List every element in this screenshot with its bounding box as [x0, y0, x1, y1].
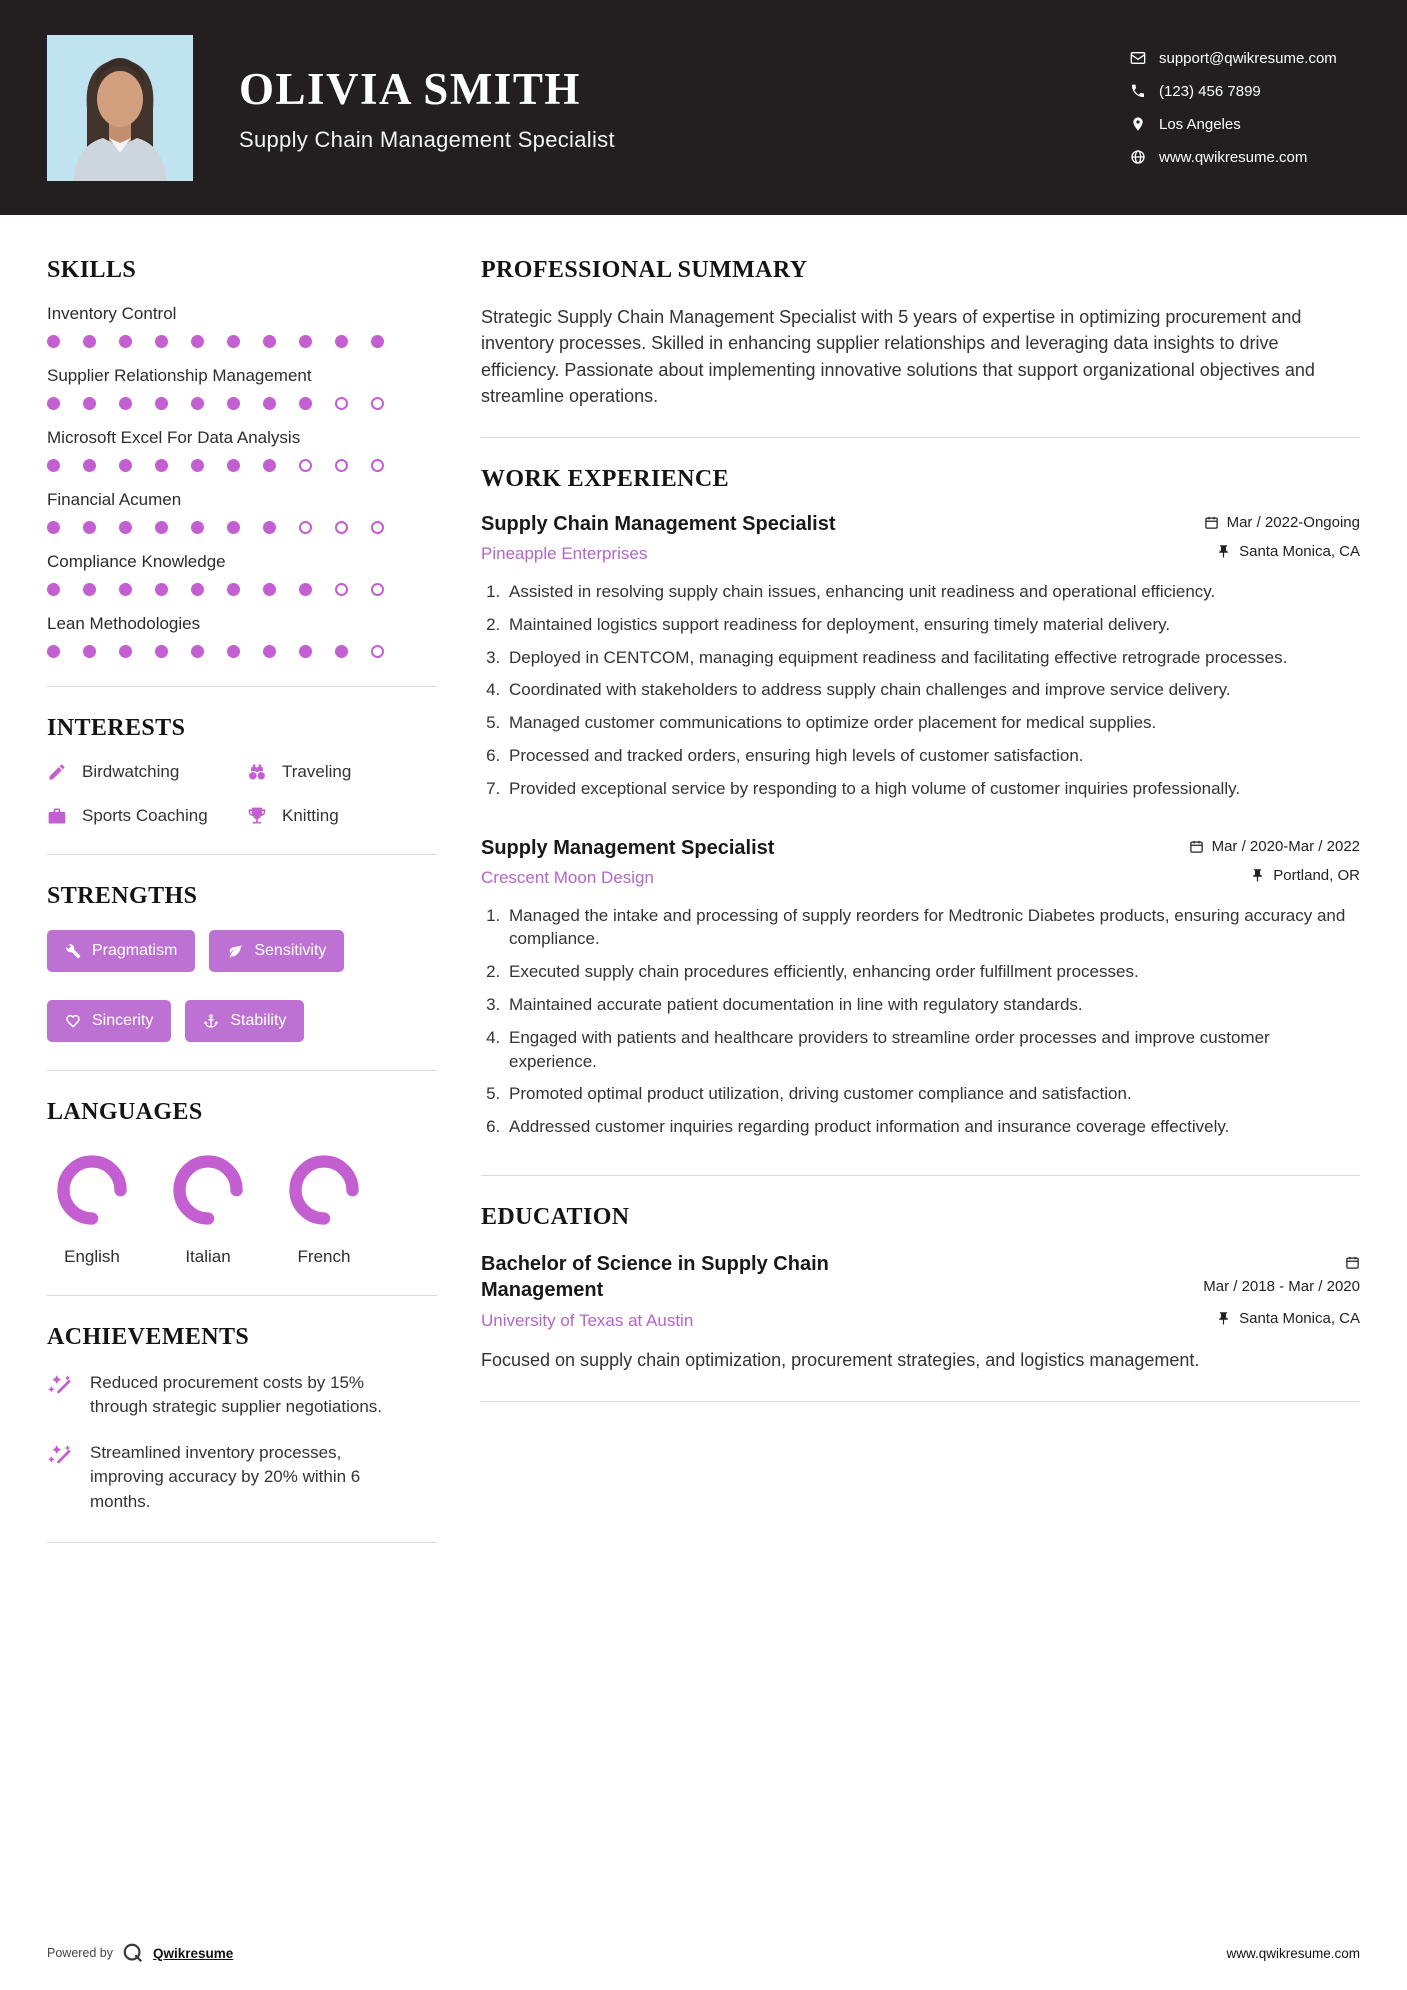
- strength-pills: [47, 930, 437, 1042]
- interests-section: [47, 715, 437, 826]
- skill-dot-filled: [83, 645, 96, 658]
- candidate-title: Supply Chain Management Specialist: [239, 126, 615, 152]
- job-bullet: 5. Managed customer communications to optimize order placement for medical supplies.: [505, 711, 1360, 735]
- footer: [47, 1942, 1360, 1964]
- job-location: [1216, 543, 1360, 560]
- skill-dot-filled: [155, 397, 168, 410]
- skill-dot-filled: [83, 583, 96, 596]
- skill-item: [47, 552, 437, 596]
- skill-dot-filled: [191, 583, 204, 596]
- job-bullets: [481, 580, 1360, 801]
- calendar-icon: [1345, 1255, 1360, 1270]
- skill-dot-filled: [155, 583, 168, 596]
- strengths-section: [47, 883, 437, 1042]
- contact-email-text: support@qwikresume.com: [1159, 49, 1337, 67]
- achievement-item: [47, 1371, 437, 1419]
- skill-item: [47, 428, 437, 472]
- footer-site-link[interactable]: www.qwikresume.com: [1226, 1945, 1360, 1961]
- skill-dot-filled: [83, 521, 96, 534]
- language-item: [47, 1152, 137, 1267]
- skill-dot-filled: [335, 335, 348, 348]
- job-bullet: 6. Processed and tracked orders, ensuring high levels of customer satisfaction.: [505, 744, 1360, 768]
- skill-dot-empty: [299, 459, 312, 472]
- language-gauge: [54, 1152, 130, 1228]
- skill-dot-filled: [299, 335, 312, 348]
- skill-dot-empty: [335, 521, 348, 534]
- contact-website-text: www.qwikresume.com: [1159, 148, 1308, 166]
- contact-list: [1130, 34, 1360, 182]
- skills-section: [47, 257, 437, 658]
- strengths-heading: STRENGTHS: [47, 883, 198, 909]
- skill-dot-filled: [227, 645, 240, 658]
- interest-label: Birdwatching: [82, 762, 180, 781]
- skill-dot-filled: [47, 583, 60, 596]
- skill-dot-filled: [263, 335, 276, 348]
- phone-icon: [1130, 83, 1146, 99]
- strength-label: Pragmatism: [92, 942, 178, 959]
- education-subhead: [481, 1303, 1360, 1331]
- job-bullet: 4. Engaged with patients and healthcare providers to streamline order processes and improve customer experience.: [505, 1026, 1360, 1074]
- trophy-icon: [247, 806, 267, 826]
- skill-dot-filled: [47, 645, 60, 658]
- job-bullet: 1. Managed the intake and processing of supply reorders for Medtronic Diabetes products, ensuring accuracy and compliance.: [505, 904, 1360, 952]
- divider: [47, 1070, 437, 1071]
- skill-dot-empty: [371, 521, 384, 534]
- skill-dot-filled: [119, 397, 132, 410]
- skill-dot-filled: [299, 645, 312, 658]
- job-dates: [1204, 514, 1360, 531]
- job-subhead: [481, 536, 1360, 564]
- job-bullet: 6. Addressed customer inquiries regarding product information and insurance coverage effectively.: [505, 1115, 1360, 1139]
- skill-dot-filled: [119, 459, 132, 472]
- skill-name: Microsoft Excel For Data Analysis: [47, 428, 301, 447]
- skill-level-dots: [47, 459, 437, 472]
- skill-dot-filled: [47, 397, 60, 410]
- skill-dot-empty: [335, 397, 348, 410]
- qwikresume-link[interactable]: Qwikresume: [153, 1945, 234, 1961]
- company-link[interactable]: Crescent Moon Design: [481, 867, 654, 887]
- skill-item: [47, 304, 437, 348]
- job-bullet: 7. Provided exceptional service by responding to a high volume of customer inquiries professionally.: [505, 777, 1360, 801]
- divider: [47, 1295, 437, 1296]
- job-bullet: 1. Assisted in resolving supply chain issues, enhancing unit readiness and operational efficiency.: [505, 580, 1360, 604]
- divider: [47, 854, 437, 855]
- school-link[interactable]: University of Texas at Austin: [481, 1311, 694, 1331]
- skill-dot-filled: [119, 521, 132, 534]
- calendar-icon: [1189, 839, 1204, 854]
- contact-location[interactable]: [1130, 116, 1360, 133]
- divider: [47, 1542, 437, 1543]
- interests-heading: INTERESTS: [47, 715, 186, 741]
- achievement-text: Reduced procurement costs by 15% through strategic supplier negotiations.: [90, 1373, 383, 1417]
- job-bullet: 3. Maintained accurate patient documentation in line with regulatory standards.: [505, 993, 1360, 1017]
- skills-heading: SKILLS: [47, 257, 137, 283]
- skill-level-dots: [47, 335, 437, 348]
- job-dates-text: Mar / 2020-Mar / 2022: [1211, 837, 1360, 855]
- skill-name: Financial Acumen: [47, 490, 182, 509]
- education-head: [481, 1251, 1360, 1303]
- contact-location-text: Los Angeles: [1159, 115, 1241, 133]
- strength-label: Sincerity: [92, 1012, 154, 1029]
- skill-level-dots: [47, 583, 437, 596]
- mail-icon: [1130, 50, 1146, 66]
- skill-dot-filled: [83, 397, 96, 410]
- skill-dot-filled: [227, 335, 240, 348]
- skill-item: [47, 366, 437, 410]
- skill-level-dots: [47, 397, 437, 410]
- skill-dot-filled: [47, 335, 60, 348]
- strength-label: Stability: [230, 1012, 287, 1029]
- skill-dot-filled: [263, 459, 276, 472]
- job-bullet: 4. Coordinated with stakeholders to address supply chain challenges and improve service delivery.: [505, 678, 1360, 702]
- strength-pill: [47, 930, 195, 972]
- job-title: Supply Management Specialist: [481, 836, 775, 859]
- skill-level-dots: [47, 521, 437, 534]
- skill-dot-empty: [299, 521, 312, 534]
- contact-website[interactable]: [1130, 149, 1360, 166]
- language-item: [279, 1152, 369, 1267]
- content: [0, 215, 1407, 1571]
- skill-dot-filled: [263, 583, 276, 596]
- contact-email[interactable]: [1130, 50, 1360, 67]
- footer-brand-group: [47, 1942, 233, 1964]
- divider: [47, 686, 437, 687]
- summary-section: [481, 257, 1360, 409]
- calendar-icon: [1204, 515, 1219, 530]
- skill-dot-filled: [155, 459, 168, 472]
- skill-dot-filled: [119, 335, 132, 348]
- skill-dot-filled: [227, 397, 240, 410]
- education-location: [1216, 1310, 1360, 1327]
- contact-phone-text: (123) 456 7899: [1159, 82, 1261, 100]
- languages-heading: LANGUAGES: [47, 1099, 203, 1125]
- skill-dot-filled: [227, 521, 240, 534]
- divider: [481, 1401, 1360, 1402]
- languages-section: [47, 1099, 437, 1267]
- job-location: [1250, 867, 1360, 884]
- skill-dot-empty: [371, 583, 384, 596]
- language-item: [163, 1152, 253, 1267]
- interest-item: [247, 762, 437, 782]
- job-dates: [1189, 838, 1360, 855]
- language-gauge: [170, 1152, 246, 1228]
- divider: [481, 1175, 1360, 1176]
- company-link[interactable]: Pineapple Enterprises: [481, 544, 648, 564]
- education-heading: EDUCATION: [481, 1204, 630, 1231]
- language-label: French: [297, 1247, 351, 1266]
- skill-dot-empty: [335, 459, 348, 472]
- skill-dot-empty: [371, 645, 384, 658]
- briefcase-icon: [47, 806, 67, 826]
- leaf-icon: [227, 943, 243, 959]
- skill-dot-empty: [335, 583, 348, 596]
- strength-pill: [209, 930, 344, 972]
- interest-item: [247, 806, 437, 826]
- skill-dot-filled: [227, 583, 240, 596]
- achievement-text: Streamlined inventory processes, improving accuracy by 20% within 6 months.: [90, 1443, 361, 1511]
- skill-dot-filled: [191, 521, 204, 534]
- job-dates-text: Mar / 2022-Ongoing: [1226, 514, 1360, 532]
- summary-heading: PROFESSIONAL SUMMARY: [481, 257, 808, 283]
- strength-pill: [47, 1000, 171, 1042]
- wand-icon: [47, 1372, 73, 1398]
- job-bullet: 2. Executed supply chain procedures efficiently, enhancing order fulfillment processes.: [505, 960, 1360, 984]
- candidate-name: OLIVIA SMITH: [239, 63, 581, 114]
- skill-dot-filled: [227, 459, 240, 472]
- wand-icon: [47, 1442, 73, 1468]
- job-bullet: 3. Deployed in CENTCOM, managing equipment readiness and facilitating effective retrograde processes.: [505, 646, 1360, 670]
- anchor-icon: [203, 1013, 219, 1029]
- skill-name: Supplier Relationship Management: [47, 366, 312, 385]
- job-location-text: Santa Monica, CA: [1239, 543, 1360, 561]
- education-section: [481, 1204, 1360, 1373]
- skill-name: Compliance Knowledge: [47, 552, 226, 571]
- summary-text: Strategic Supply Chain Management Specialist with 5 years of expertise in optimizing procurement and inventory processes. Skilled in enhancing supplier relationships and leveraging data insights to drive efficiency. Passionate about implementing innovative solutions that support organizational objectives and streamline operations.: [481, 307, 1315, 406]
- interest-item: [47, 762, 247, 782]
- language-label: Italian: [185, 1247, 231, 1266]
- skill-dot-filled: [191, 645, 204, 658]
- skill-dot-filled: [263, 645, 276, 658]
- skill-name: Lean Methodologies: [47, 614, 201, 633]
- experience-section: [481, 466, 1360, 1139]
- skill-dot-filled: [83, 335, 96, 348]
- skill-dot-filled: [155, 521, 168, 534]
- skill-dot-filled: [371, 335, 384, 348]
- skill-dot-filled: [191, 397, 204, 410]
- job-bullet: 2. Maintained logistics support readiness for deployment, ensuring timely material delivery.: [505, 613, 1360, 637]
- pushpin-icon: [1250, 868, 1265, 883]
- skill-dot-filled: [191, 459, 204, 472]
- job-bullet: 5. Promoted optimal product utilization, driving customer compliance and satisfaction.: [505, 1082, 1360, 1106]
- header: [0, 0, 1407, 215]
- skill-level-dots: [47, 645, 437, 658]
- skill-dot-filled: [299, 397, 312, 410]
- divider: [481, 437, 1360, 438]
- skill-item: [47, 490, 437, 534]
- skill-dot-filled: [155, 645, 168, 658]
- left-column: [47, 257, 437, 1571]
- skill-dot-filled: [47, 521, 60, 534]
- job-head: [481, 513, 1360, 536]
- contact-phone[interactable]: [1130, 83, 1360, 100]
- heart-icon: [65, 1013, 81, 1029]
- job-subhead: [481, 860, 1360, 888]
- right-column: [481, 257, 1360, 1571]
- skill-item: [47, 614, 437, 658]
- pushpin-icon: [1216, 1311, 1231, 1326]
- skill-dot-filled: [47, 459, 60, 472]
- skill-dot-filled: [119, 583, 132, 596]
- interests-grid: [47, 762, 437, 826]
- strength-label: Sensitivity: [254, 942, 327, 959]
- location-icon: [1130, 116, 1146, 132]
- job-head: [481, 837, 1360, 860]
- achievements-section: [47, 1324, 437, 1514]
- pushpin-icon: [1216, 544, 1231, 559]
- skill-dot-filled: [263, 521, 276, 534]
- achievement-item: [47, 1441, 437, 1513]
- job-entry: [481, 513, 1360, 801]
- powered-by-text: Powered by: [47, 1946, 114, 1960]
- skill-dot-filled: [191, 335, 204, 348]
- interest-item: [47, 806, 247, 826]
- achievements-heading: ACHIEVEMENTS: [47, 1324, 250, 1350]
- interest-label: Knitting: [282, 806, 339, 825]
- globe-icon: [1130, 149, 1146, 165]
- strength-pill: [185, 1000, 304, 1042]
- job-bullets: [481, 904, 1360, 1139]
- wrench-icon: [65, 943, 81, 959]
- education-dates-text: Mar / 2018 - Mar / 2020: [1203, 1278, 1360, 1296]
- interest-label: Traveling: [282, 762, 352, 781]
- skill-dot-empty: [371, 459, 384, 472]
- skill-dot-filled: [119, 645, 132, 658]
- skill-dot-filled: [83, 459, 96, 472]
- binoculars-icon: [247, 762, 267, 782]
- profile-photo: [47, 35, 193, 181]
- skill-dot-filled: [335, 645, 348, 658]
- experience-heading: WORK EXPERIENCE: [481, 466, 730, 493]
- languages-list: [47, 1146, 437, 1267]
- language-gauge: [286, 1152, 362, 1228]
- skill-dot-filled: [299, 583, 312, 596]
- skill-dot-filled: [263, 397, 276, 410]
- education-dates: [1200, 1255, 1360, 1295]
- job-entry: [481, 837, 1360, 1139]
- name-block: [239, 63, 615, 153]
- interest-label: Sports Coaching: [82, 806, 208, 825]
- skill-dot-filled: [155, 335, 168, 348]
- language-label: English: [64, 1247, 120, 1266]
- job-title: Supply Chain Management Specialist: [481, 513, 836, 536]
- pencil-icon: [47, 762, 67, 782]
- skill-name: Inventory Control: [47, 304, 177, 323]
- job-location-text: Portland, OR: [1273, 866, 1360, 884]
- education-description: Focused on supply chain optimization, procurement strategies, and logistics management.: [481, 1350, 1200, 1371]
- skill-dot-empty: [371, 397, 384, 410]
- qwikresume-logo-icon: [122, 1942, 144, 1964]
- education-location-text: Santa Monica, CA: [1239, 1310, 1360, 1328]
- degree-title: Bachelor of Science in Supply Chain Management: [481, 1253, 829, 1302]
